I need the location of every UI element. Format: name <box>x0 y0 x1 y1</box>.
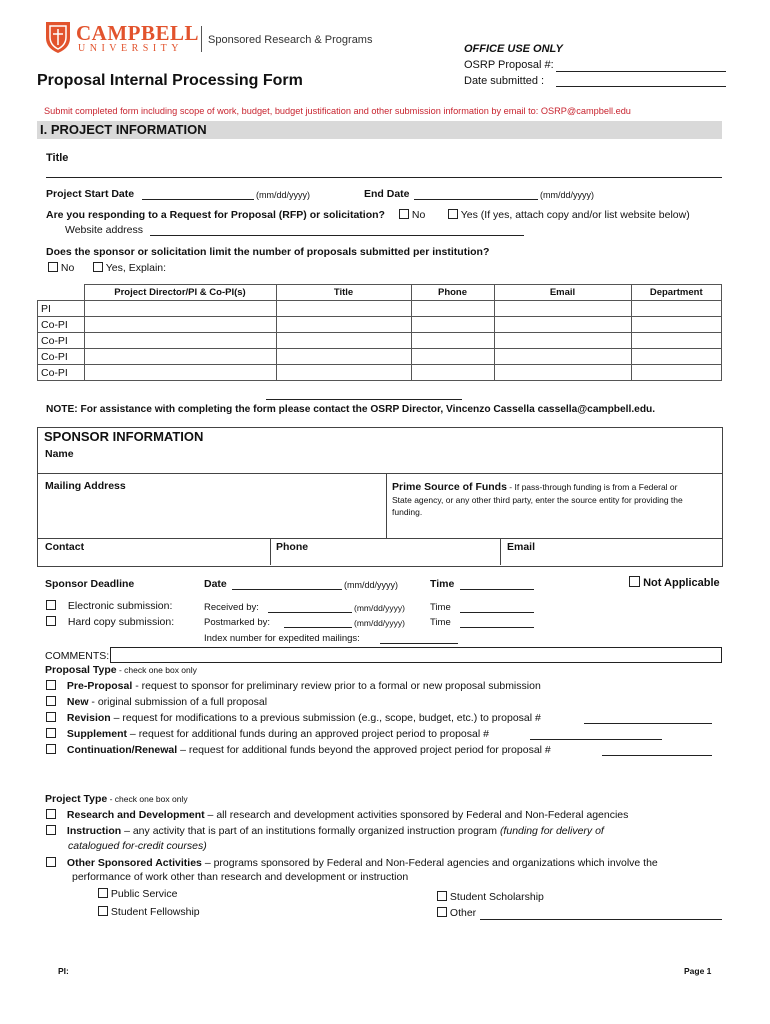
received-by-label: Received by: <box>204 602 259 613</box>
contact-label: Contact <box>45 541 85 553</box>
hard-copy-label: Hard copy submission: <box>67 616 175 628</box>
proposal-type-hint: - check one box only <box>116 665 197 675</box>
start-date-format: (mm/dd/yyyy) <box>256 190 310 200</box>
deadline-date-format: (mm/dd/yyyy) <box>344 580 398 590</box>
role-cell: Co-PI <box>38 365 85 381</box>
project-information-header <box>37 121 722 139</box>
project-type-heading <box>45 793 188 805</box>
rfp-no-label: No <box>411 209 426 221</box>
proposal-option-new[interactable] <box>46 696 267 708</box>
contact-row-divider <box>38 538 722 539</box>
prime-source-title: Prime Source of Funds <box>392 481 507 493</box>
not-applicable-checkbox[interactable] <box>629 576 640 587</box>
note-divider <box>266 399 462 400</box>
instruction-checkbox[interactable] <box>46 825 56 835</box>
phone-label: Phone <box>276 541 309 553</box>
footer-pi-label: PI: <box>58 966 69 976</box>
personnel-table <box>37 284 722 381</box>
index-number-field[interactable] <box>380 643 458 644</box>
email-cell[interactable] <box>494 365 631 381</box>
received-time-label: Time <box>430 602 451 613</box>
student-scholarship-option[interactable] <box>437 891 544 903</box>
title-cell[interactable] <box>276 349 411 365</box>
table-row <box>38 317 722 333</box>
title-cell[interactable] <box>276 333 411 349</box>
rfp-question: Are you responding to a Request for Proposal (RFP) or solicitation? <box>46 209 385 221</box>
mailing-address-label: Mailing Address <box>45 480 126 492</box>
limit-yes-label: Yes, Explain: <box>105 262 167 274</box>
table-header-corner <box>38 285 85 301</box>
campbell-logo <box>44 20 204 56</box>
table-header-cell: Email <box>494 285 631 301</box>
name-cell[interactable] <box>84 317 276 333</box>
rfp-yes-checkbox[interactable] <box>448 209 458 219</box>
table-header-cell: Phone <box>411 285 494 301</box>
other-option[interactable] <box>437 907 476 919</box>
name-cell[interactable] <box>84 301 276 317</box>
student-fellowship-checkbox[interactable] <box>98 906 108 916</box>
prime-source-label <box>392 481 678 493</box>
other-checkbox[interactable] <box>437 907 447 917</box>
proposal-option-supplement[interactable] <box>46 728 489 740</box>
email-cell[interactable] <box>494 333 631 349</box>
proposal-option-revision[interactable] <box>46 712 541 724</box>
continuation-desc: – request for additional funds beyond the approved project period for proposal # <box>177 744 551 756</box>
index-number-label: Index number for expedited mailings: <box>204 633 360 644</box>
contact-divider-1 <box>270 539 271 565</box>
other-activities-desc: – programs sponsored by Federal and Non-Federal agencies and organizations which involve the <box>201 857 658 869</box>
rd-checkbox[interactable] <box>46 809 56 819</box>
deadline-date-label: Date <box>204 578 227 590</box>
electronic-checkbox[interactable] <box>46 600 56 610</box>
title-cell[interactable] <box>276 301 411 317</box>
date-submitted-label: Date submitted : <box>464 75 545 87</box>
prime-source-note: - If pass-through funding is from a Federal or <box>506 482 678 492</box>
rd-name: Research and Development <box>66 809 205 821</box>
rfp-yes-label: Yes (If yes, attach copy and/or list website below) <box>460 209 690 221</box>
table-row <box>38 365 722 381</box>
website-field[interactable] <box>150 235 524 236</box>
shield-icon <box>44 20 72 54</box>
title-cell[interactable] <box>276 365 411 381</box>
postmarked-by-field[interactable] <box>284 627 352 628</box>
department-cell[interactable] <box>631 349 722 365</box>
rfp-no-checkbox[interactable] <box>399 209 409 219</box>
table-header-cell: Title <box>276 285 411 301</box>
brand-top: CAMPBELL <box>76 21 200 45</box>
continuation-checkbox[interactable] <box>46 744 56 754</box>
name-row-divider <box>38 473 722 474</box>
department-cell[interactable] <box>631 301 722 317</box>
department-cell[interactable] <box>631 365 722 381</box>
phone-cell[interactable] <box>411 365 494 381</box>
email-cell[interactable] <box>494 301 631 317</box>
pre-proposal-checkbox[interactable] <box>46 680 56 690</box>
email-label: Email <box>507 541 536 553</box>
public-service-option[interactable] <box>98 888 177 900</box>
student-scholarship-label: Student Scholarship <box>449 891 544 903</box>
phone-cell[interactable] <box>411 301 494 317</box>
electronic-label: Electronic submission: <box>67 600 173 612</box>
new-checkbox[interactable] <box>46 696 56 706</box>
postmarked-date-format: (mm/dd/yyyy) <box>354 618 405 628</box>
osrp-proposal-label: OSRP Proposal #: <box>464 59 554 71</box>
office-use-label: OFFICE USE ONLY <box>464 43 563 55</box>
sponsor-deadline-label: Sponsor Deadline <box>45 578 135 590</box>
received-time-field[interactable] <box>460 612 534 613</box>
phone-cell[interactable] <box>411 317 494 333</box>
form-title: Proposal Internal Processing Form <box>37 72 303 89</box>
public-service-checkbox[interactable] <box>98 888 108 898</box>
role-cell: Co-PI <box>38 317 85 333</box>
deadline-date-field[interactable] <box>232 589 342 590</box>
limit-no-checkbox[interactable] <box>48 262 58 272</box>
supplement-checkbox[interactable] <box>46 728 56 738</box>
new-desc: - original submission of a full proposal <box>88 696 268 708</box>
project-option-other-activities[interactable] <box>46 857 658 869</box>
project-option-instruction[interactable] <box>46 825 604 837</box>
revision-checkbox[interactable] <box>46 712 56 722</box>
limit-question: Does the sponsor or solicitation limit the number of proposals submitted per institution? <box>46 246 490 258</box>
supplement-desc: – request for additional funds during an approved project period to proposal # <box>127 728 489 740</box>
email-cell[interactable] <box>494 349 631 365</box>
proposal-option-pre[interactable] <box>46 680 541 692</box>
instruction-name: Instruction <box>66 825 122 837</box>
other-label: Other <box>449 907 477 919</box>
table-header-cell: Department <box>631 285 722 301</box>
limit-no-option[interactable] <box>48 262 74 274</box>
continuation-name: Continuation/Renewal <box>66 744 178 756</box>
contact-divider-2 <box>500 539 501 565</box>
supplement-name: Supplement <box>66 728 128 740</box>
comments-field[interactable] <box>110 647 722 663</box>
other-field[interactable] <box>480 919 722 920</box>
department-cell[interactable] <box>631 333 722 349</box>
brand-bottom: UNIVERSITY <box>78 43 183 54</box>
start-date-field[interactable] <box>142 199 254 200</box>
date-submitted-field[interactable] <box>556 86 726 87</box>
name-cell[interactable] <box>84 365 276 381</box>
prime-source-note-2: State agency, or any other third party, enter the source entity for providing the <box>392 495 683 505</box>
not-applicable-label: Not Applicable <box>643 577 720 589</box>
assistance-note: NOTE: For assistance with completing the form please contact the OSRP Director, Vincenzo Cassella cassella@campbell.edu. <box>46 404 656 415</box>
name-cell[interactable] <box>84 333 276 349</box>
pre-proposal-name: Pre-Proposal <box>66 680 133 692</box>
title-field[interactable] <box>46 177 722 178</box>
pre-proposal-desc: - request to sponsor for preliminary review prior to a formal or new proposal submission <box>132 680 541 692</box>
title-cell[interactable] <box>276 317 411 333</box>
end-date-field[interactable] <box>414 199 538 200</box>
table-header-cell: Project Director/PI & Co-PI(s) <box>84 285 276 301</box>
not-applicable-option[interactable] <box>629 576 720 589</box>
public-service-label: Public Service <box>110 888 178 900</box>
proposal-type-label: Proposal Type <box>45 664 117 676</box>
phone-cell[interactable] <box>411 349 494 365</box>
supplement-proposal-field[interactable] <box>530 739 662 740</box>
osrp-proposal-field[interactable] <box>556 71 726 72</box>
postmarked-time-label: Time <box>430 617 451 628</box>
role-cell: Co-PI <box>38 349 85 365</box>
project-type-label: Project Type <box>45 793 108 805</box>
limit-no-label: No <box>60 262 75 274</box>
postmarked-time-field[interactable] <box>460 627 534 628</box>
title-label: Title <box>46 152 69 164</box>
student-scholarship-checkbox[interactable] <box>437 891 447 901</box>
submission-instruction: Submit completed form including scope of work, budget, budget justification and other submission information by email to: OSRP@campbell.edu <box>44 106 631 116</box>
rd-desc: – all research and development activities sponsored by Federal and Non-Federal agencies <box>204 809 629 821</box>
deadline-time-field[interactable] <box>460 589 534 590</box>
proposal-option-continuation[interactable] <box>46 744 551 756</box>
project-section-title: I. PROJECT INFORMATION <box>40 122 207 137</box>
instruction-desc: – any activity that is part of an institutions formally organized instruction program <box>121 825 500 837</box>
limit-yes-checkbox[interactable] <box>93 262 103 272</box>
address-divider <box>386 474 387 538</box>
website-label: Website address <box>65 224 144 236</box>
department-name: Sponsored Research & Programs <box>208 34 373 46</box>
continuation-proposal-field[interactable] <box>602 755 712 756</box>
new-name: New <box>66 696 89 708</box>
revision-name: Revision <box>66 712 111 724</box>
postmarked-by-label: Postmarked by: <box>204 617 270 628</box>
project-type-hint: - check one box only <box>107 794 188 804</box>
received-by-field[interactable] <box>268 612 352 613</box>
other-activities-name: Other Sponsored Activities <box>66 857 202 869</box>
limit-yes-option[interactable] <box>93 262 166 274</box>
sponsor-section-title: SPONSOR INFORMATION <box>44 429 204 444</box>
end-date-format: (mm/dd/yyyy) <box>540 190 594 200</box>
logo-divider <box>201 26 202 52</box>
department-cell[interactable] <box>631 317 722 333</box>
other-activities-desc-2: performance of work other than research and development or instruction <box>72 871 409 883</box>
table-header-row <box>38 285 722 301</box>
end-date-label: End Date <box>364 188 410 200</box>
student-fellowship-option[interactable] <box>98 906 200 918</box>
prime-source-note-3: funding. <box>392 507 423 517</box>
table-row <box>38 349 722 365</box>
email-cell[interactable] <box>494 317 631 333</box>
student-fellowship-label: Student Fellowship <box>110 906 200 918</box>
hard-copy-option[interactable] <box>46 616 174 628</box>
table-row <box>38 333 722 349</box>
comments-label: COMMENTS: <box>45 650 110 662</box>
name-cell[interactable] <box>84 349 276 365</box>
revision-desc: – request for modifications to a previous submission (e.g., scope, budget, etc.) to proposal # <box>110 712 541 724</box>
proposal-type-heading <box>45 664 197 676</box>
rfp-no-option[interactable] <box>399 209 425 221</box>
role-cell: PI <box>38 301 85 317</box>
project-start-label: Project Start Date <box>46 188 135 200</box>
sponsor-information-header <box>38 428 722 446</box>
electronic-option[interactable] <box>46 600 172 612</box>
other-activities-checkbox[interactable] <box>46 857 56 867</box>
phone-cell[interactable] <box>411 333 494 349</box>
table-row <box>38 301 722 317</box>
role-cell: Co-PI <box>38 333 85 349</box>
received-date-format: (mm/dd/yyyy) <box>354 603 405 613</box>
revision-proposal-field[interactable] <box>584 723 712 724</box>
page-number: Page 1 <box>684 966 712 976</box>
project-option-rd[interactable] <box>46 809 628 821</box>
sponsor-name-label: Name <box>45 448 74 460</box>
instruction-italic: (funding for delivery of <box>499 825 604 837</box>
deadline-time-label: Time <box>430 578 455 590</box>
hard-copy-checkbox[interactable] <box>46 616 56 626</box>
instruction-italic-2: catalogued for-credit courses) <box>68 840 207 852</box>
rfp-yes-option[interactable] <box>448 209 690 221</box>
